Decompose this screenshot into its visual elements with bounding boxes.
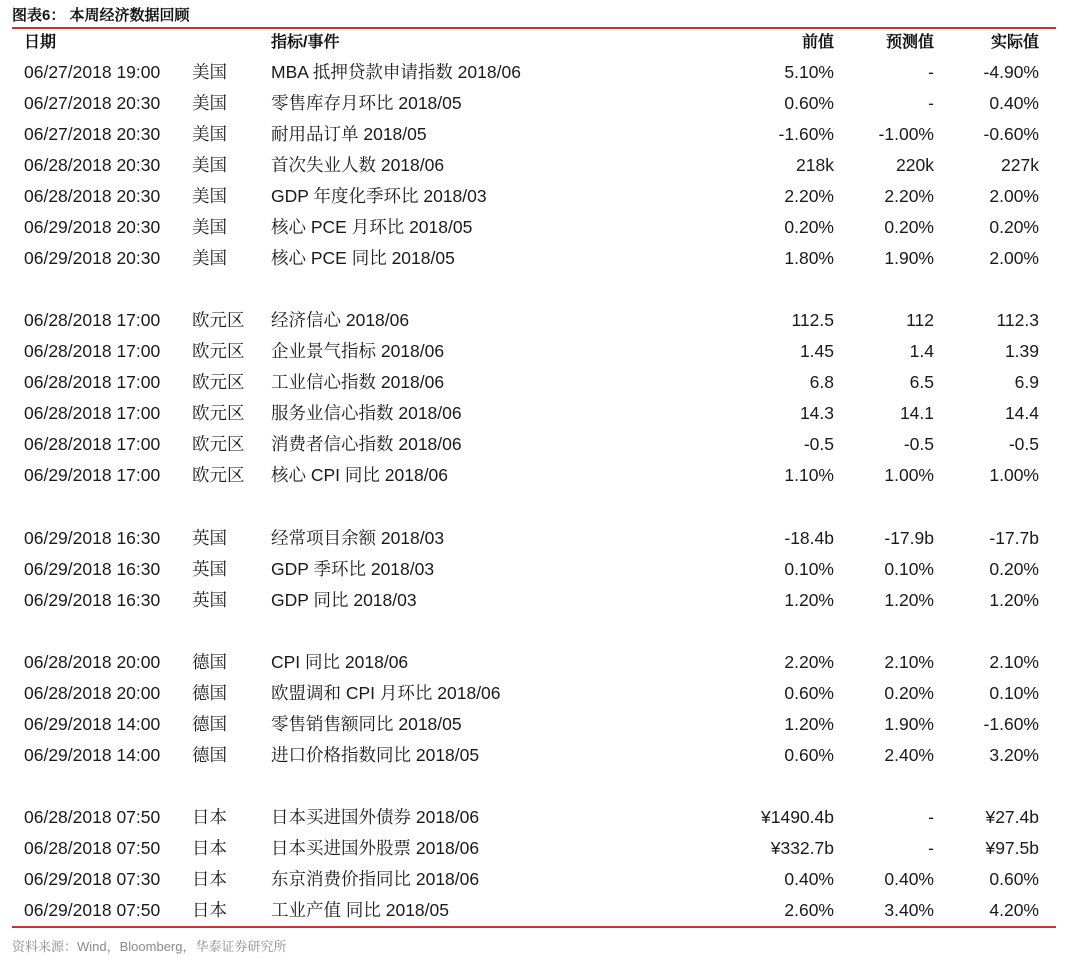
cell-previous: 0.40% — [784, 869, 834, 890]
cell-previous: -1.60% — [778, 124, 834, 144]
cell-date: 06/29/2018 17:00 — [24, 465, 161, 486]
cell-indicator: 日本买进国外债券 2018/06 — [271, 807, 480, 828]
cell-previous: 218k — [796, 155, 834, 175]
table-row — [0, 119, 1080, 150]
cell-region: 美国 — [192, 62, 227, 82]
figure-title: 图表6： 本周经济数据回顾 — [12, 7, 190, 24]
cell-region: 德国 — [192, 651, 227, 672]
cell-region: 欧元区 — [192, 341, 245, 362]
cell-forecast: 1.90% — [884, 248, 934, 268]
cell-actual: 227k — [1001, 155, 1039, 175]
cell-indicator: 工业产值 同比 2018/05 — [271, 900, 449, 921]
cell-forecast: - — [928, 838, 934, 859]
table-row — [0, 336, 1080, 367]
cell-indicator: 东京消费价指同比 2018/06 — [271, 869, 480, 890]
cell-date: 06/29/2018 20:30 — [24, 248, 161, 268]
table-row — [0, 802, 1080, 833]
cell-indicator: 消费者信心指数 2018/06 — [271, 434, 462, 455]
cell-date: 06/28/2018 20:30 — [24, 155, 161, 175]
cell-forecast: 0.20% — [884, 682, 934, 703]
cell-forecast: 2.10% — [884, 651, 934, 672]
cell-region: 美国 — [192, 248, 227, 268]
cell-actual: 2.00% — [989, 186, 1039, 206]
cell-actual: -1.60% — [983, 713, 1039, 734]
cell-date: 06/28/2018 07:50 — [24, 807, 161, 828]
table-row — [0, 150, 1080, 181]
cell-forecast: 6.5 — [909, 372, 934, 393]
table-row — [0, 367, 1080, 398]
cell-region: 日本 — [192, 869, 227, 890]
table-row — [0, 585, 1080, 616]
cell-previous: 112.5 — [791, 310, 834, 331]
table-row — [0, 460, 1080, 491]
table-row — [0, 740, 1080, 771]
cell-previous: 6.8 — [809, 372, 834, 393]
cell-indicator: 核心 PCE 同比 2018/05 — [271, 248, 455, 268]
table-row — [0, 554, 1080, 585]
cell-region: 美国 — [192, 217, 227, 237]
bottom-divider — [12, 926, 1056, 928]
table-row — [0, 523, 1080, 554]
cell-date: 06/28/2018 20:30 — [24, 186, 161, 206]
cell-forecast: 14.1 — [899, 403, 934, 424]
cell-indicator: GDP 同比 2018/03 — [271, 589, 417, 610]
cell-indicator: 耐用品订单 2018/05 — [271, 124, 427, 144]
cell-date: 06/28/2018 17:00 — [24, 434, 161, 455]
table-row — [0, 864, 1080, 895]
cell-indicator: 零售销售额同比 2018/05 — [271, 713, 462, 734]
table-row — [0, 647, 1080, 678]
cell-region: 英国 — [192, 558, 227, 579]
cell-region: 英国 — [192, 589, 227, 610]
cell-forecast: 2.20% — [884, 186, 934, 206]
cell-actual: 0.60% — [989, 869, 1039, 890]
header-previous: 前值 — [801, 34, 834, 51]
table-row — [0, 212, 1080, 243]
table-row — [0, 88, 1080, 119]
cell-actual: -0.5 — [1008, 434, 1039, 455]
table-row — [0, 678, 1080, 709]
cell-forecast: 2.40% — [884, 744, 934, 765]
cell-actual: 0.10% — [989, 682, 1039, 703]
table-body — [0, 57, 1080, 926]
table-header-row — [0, 29, 1080, 57]
cell-indicator: 零售库存月环比 2018/05 — [271, 93, 462, 113]
header-actual: 实际值 — [990, 34, 1039, 51]
group-spacer — [0, 616, 1080, 647]
cell-date: 06/29/2018 16:30 — [24, 558, 161, 579]
cell-forecast: 112 — [906, 310, 934, 331]
cell-actual: ¥97.5b — [985, 838, 1039, 859]
cell-date: 06/29/2018 20:30 — [24, 217, 161, 237]
cell-region: 德国 — [192, 682, 227, 703]
cell-forecast: - — [928, 62, 934, 82]
cell-date: 06/29/2018 16:30 — [24, 527, 161, 548]
cell-date: 06/27/2018 20:30 — [24, 124, 161, 144]
cell-date: 06/28/2018 20:00 — [24, 682, 161, 703]
cell-indicator: 进口价格指数同比 2018/05 — [271, 744, 480, 765]
cell-previous: 1.80% — [784, 248, 834, 268]
cell-previous: 0.60% — [784, 682, 834, 703]
cell-region: 欧元区 — [192, 403, 245, 424]
cell-previous: 1.20% — [784, 713, 834, 734]
cell-forecast: 0.40% — [884, 869, 934, 890]
cell-actual: 112.3 — [996, 310, 1039, 331]
cell-forecast: 220k — [896, 155, 934, 175]
cell-indicator: CPI 同比 2018/06 — [271, 651, 409, 672]
cell-date: 06/27/2018 20:30 — [24, 93, 161, 113]
cell-actual: 2.00% — [989, 248, 1039, 268]
cell-region: 欧元区 — [192, 310, 245, 331]
cell-forecast: -1.00% — [878, 124, 934, 144]
cell-indicator: 核心 PCE 月环比 2018/05 — [271, 217, 473, 237]
cell-region: 美国 — [192, 93, 227, 113]
table-row — [0, 429, 1080, 460]
cell-date: 06/28/2018 17:00 — [24, 310, 161, 331]
cell-actual: 2.10% — [989, 651, 1039, 672]
cell-region: 欧元区 — [192, 372, 245, 393]
cell-indicator: 日本买进国外股票 2018/06 — [271, 838, 480, 859]
cell-date: 06/29/2018 07:50 — [24, 900, 161, 921]
cell-date: 06/29/2018 14:00 — [24, 744, 161, 765]
economic-data-table — [0, 29, 1080, 926]
cell-forecast: - — [928, 807, 934, 828]
cell-previous: 1.10% — [784, 465, 834, 486]
cell-forecast: - — [928, 93, 934, 113]
cell-previous: -18.4b — [784, 527, 834, 548]
cell-forecast: 1.90% — [884, 713, 934, 734]
cell-date: 06/28/2018 07:50 — [24, 838, 161, 859]
table-row — [0, 243, 1080, 274]
cell-actual: 0.20% — [989, 217, 1039, 237]
cell-date: 06/28/2018 17:00 — [24, 372, 161, 393]
cell-indicator: 企业景气指标 2018/06 — [271, 341, 445, 362]
cell-forecast: 1.20% — [884, 589, 934, 610]
cell-previous: 14.3 — [799, 403, 834, 424]
cell-region: 欧元区 — [192, 434, 245, 455]
group-spacer — [0, 771, 1080, 802]
group-spacer — [0, 491, 1080, 522]
table-row — [0, 709, 1080, 740]
cell-date: 06/28/2018 17:00 — [24, 403, 161, 424]
header-date: 日期 — [24, 34, 57, 51]
cell-previous: 0.60% — [784, 744, 834, 765]
cell-actual: 0.20% — [989, 558, 1039, 579]
cell-previous: 1.20% — [784, 589, 834, 610]
cell-actual: -4.90% — [983, 62, 1039, 82]
header-indicator: 指标/事件 — [271, 34, 340, 51]
cell-region: 日本 — [192, 900, 227, 921]
cell-previous: 1.45 — [799, 341, 834, 362]
cell-date: 06/28/2018 17:00 — [24, 341, 161, 362]
cell-indicator: 经济信心 2018/06 — [271, 310, 410, 331]
table-row — [0, 398, 1080, 429]
cell-forecast: 0.10% — [884, 558, 934, 579]
cell-region: 美国 — [192, 186, 227, 206]
cell-indicator: MBA 抵押贷款申请指数 2018/06 — [271, 62, 521, 82]
cell-previous: 2.20% — [784, 186, 834, 206]
cell-previous: 5.10% — [784, 62, 834, 82]
cell-previous: 0.60% — [784, 93, 834, 113]
cell-previous: ¥332.7b — [770, 838, 834, 859]
table-row — [0, 181, 1080, 212]
cell-actual: 14.4 — [1004, 403, 1039, 424]
cell-actual: -0.60% — [983, 124, 1039, 144]
cell-actual: 1.39 — [1004, 341, 1039, 362]
cell-region: 美国 — [192, 155, 227, 175]
cell-indicator: 经常项目余额 2018/03 — [271, 527, 445, 548]
cell-region: 美国 — [192, 124, 227, 144]
cell-indicator: GDP 季环比 2018/03 — [271, 558, 435, 579]
cell-forecast: -17.9b — [884, 527, 934, 548]
cell-region: 欧元区 — [192, 465, 245, 486]
cell-forecast: 0.20% — [884, 217, 934, 237]
cell-forecast: 3.40% — [884, 900, 934, 921]
cell-previous: 0.20% — [784, 217, 834, 237]
table-row — [0, 305, 1080, 336]
cell-region: 日本 — [192, 838, 227, 859]
cell-date: 06/28/2018 20:00 — [24, 651, 161, 672]
cell-date: 06/27/2018 19:00 — [24, 62, 161, 82]
cell-actual: 6.9 — [1014, 372, 1039, 393]
cell-indicator: 工业信心指数 2018/06 — [271, 372, 445, 393]
cell-region: 英国 — [192, 527, 227, 548]
cell-indicator: 欧盟调和 CPI 月环比 2018/06 — [271, 682, 501, 703]
cell-forecast: 1.4 — [909, 341, 934, 362]
cell-date: 06/29/2018 14:00 — [24, 713, 161, 734]
cell-actual: 1.20% — [989, 589, 1039, 610]
cell-date: 06/29/2018 07:30 — [24, 869, 161, 890]
cell-actual: 0.40% — [989, 93, 1039, 113]
source-note: 资料来源：Wind，Bloomberg，华泰证券研究所 — [12, 939, 287, 954]
cell-actual: 3.20% — [989, 744, 1039, 765]
cell-region: 德国 — [192, 713, 227, 734]
group-spacer — [0, 274, 1080, 305]
cell-forecast: 1.00% — [884, 465, 934, 486]
cell-region: 德国 — [192, 744, 227, 765]
cell-previous: -0.5 — [803, 434, 834, 455]
cell-region: 日本 — [192, 807, 227, 828]
table-row — [0, 895, 1080, 926]
cell-indicator: GDP 年度化季环比 2018/03 — [271, 186, 487, 206]
cell-actual: 4.20% — [989, 900, 1039, 921]
table-row — [0, 833, 1080, 864]
cell-previous: ¥1490.4b — [761, 807, 834, 828]
header-forecast: 预测值 — [885, 34, 934, 51]
cell-previous: 0.10% — [784, 558, 834, 579]
cell-indicator: 首次失业人数 2018/06 — [271, 155, 445, 175]
cell-previous: 2.60% — [784, 900, 834, 921]
table-row — [0, 57, 1080, 88]
cell-actual: 1.00% — [989, 465, 1039, 486]
cell-actual: -17.7b — [989, 527, 1039, 548]
cell-indicator: 服务业信心指数 2018/06 — [271, 403, 462, 424]
cell-date: 06/29/2018 16:30 — [24, 589, 161, 610]
cell-indicator: 核心 CPI 同比 2018/06 — [271, 465, 449, 486]
cell-previous: 2.20% — [784, 651, 834, 672]
cell-forecast: -0.5 — [903, 434, 934, 455]
cell-actual: ¥27.4b — [985, 807, 1039, 828]
